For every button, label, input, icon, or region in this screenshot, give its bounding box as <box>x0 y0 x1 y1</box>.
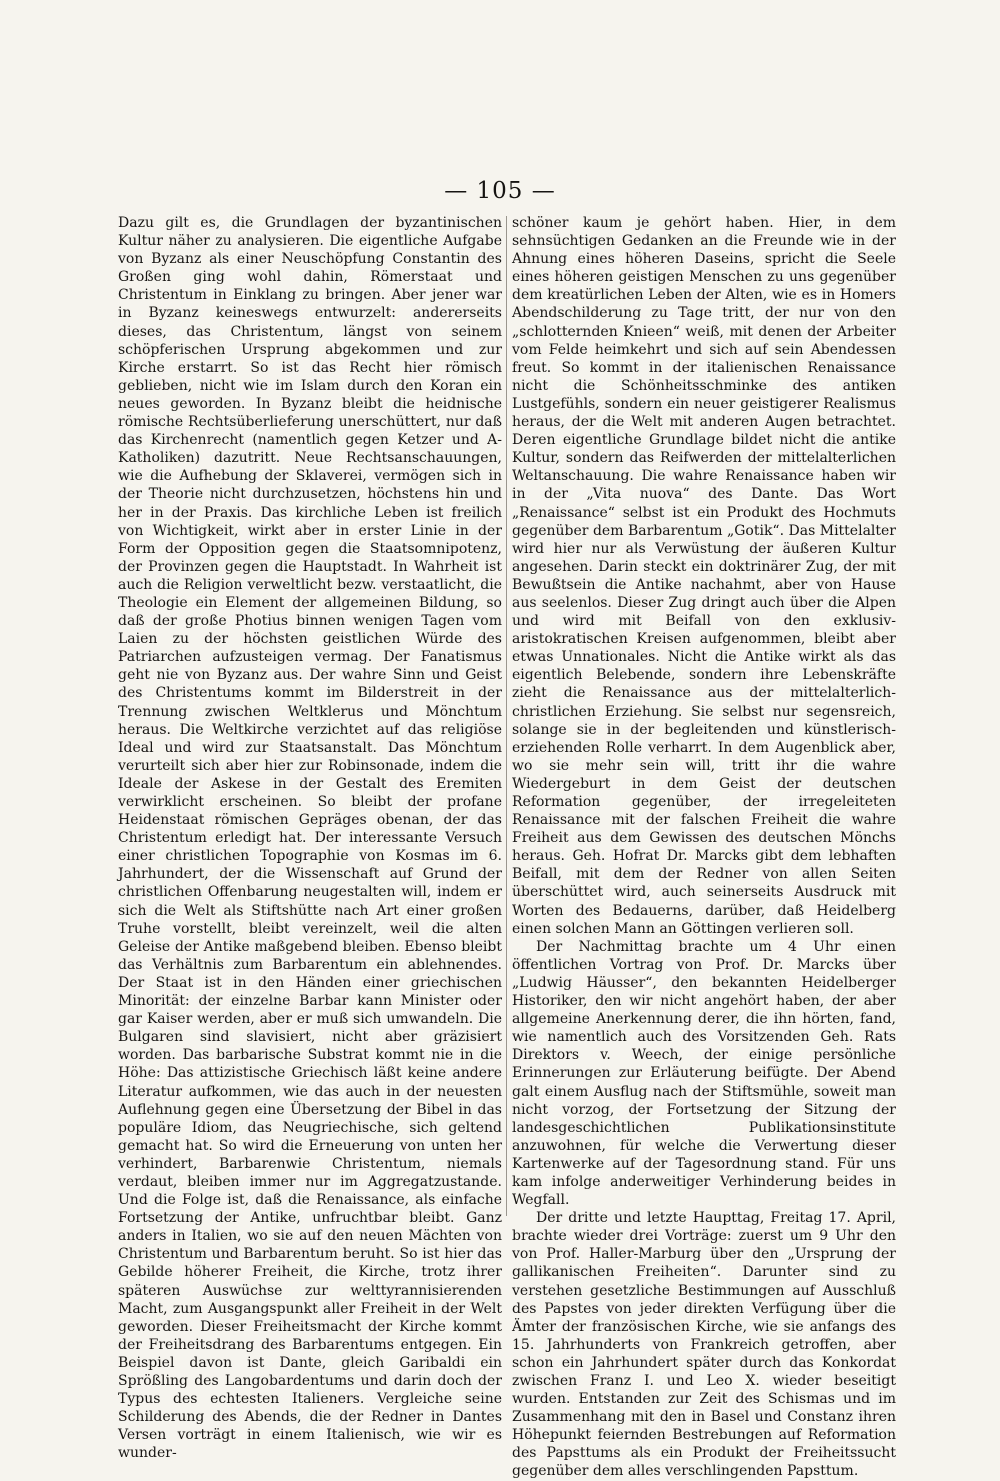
page-number: — 105 — <box>444 178 556 204</box>
paragraph: Dazu gilt es, die Grundlagen der byzantinischen Kultur näher zu analysieren. Die eigentliche Aufgabe von Byzanz als einer Neuschöpfung Constantin des Großen ging wohl dahin, Römerstaat und Christentum in Einklang zu bringen. Aber jener war in Byzanz keineswegs entwurzelt: andererseits dieses, das Christentum, längst von seinem schöpferischen Ursprung abgekommen und zur Kirche erstarrt. So ist das Recht hier römisch geblieben, nicht wie im Islam durch den Koran ein neues geworden. In Byzanz bleibt die heidnische römische Rechtsüberlieferung unerschüttert, nur daß das Kirchenrecht (namentlich gegen Ketzer und A-Katholiken) dazutritt. Neue Rechtsanschauungen, wie die Aufhebung der Sklaverei, vermögen sich in der Theorie nicht durchzusetzen, höchstens hin und her in der Praxis. Das kirchliche Leben ist freilich von Wichtigkeit, wirkt aber in erster Linie in der Form der Opposition gegen die Staatsomnipotenz, der Provinzen gegen die Hauptstadt. In Wahrheit ist auch die Religion verweltlicht bezw. verstaatlicht, die Theologie ein Element der allgemeinen Bildung, so daß der große Photius binnen wenigen Tagen vom Laien zu der höchsten geistlichen Würde des Patriarchen aufzusteigen vermag. Der Fanatismus geht nie von Byzanz aus. Der wahre Sinn und Geist des Christentums kommt im Bilderstreit in der Trennung zwischen Weltklerus und Mönchtum heraus. Die Weltkirche verzichtet auf das religiöse Ideal und wird zur Staatsanstalt. Das Mönchtum verurteilt sich aber hier zur Robinsonade, indem die Ideale der Askese in der Gestalt des Eremiten verwirklicht erscheinen. So bleibt der profane Heidenstaat römischen Gepräges obenan, der das Christentum erledigt hat. Der interessante Versuch einer christlichen Topographie von Kosmas im 6. Jahrhundert, der die Wissenschaft auf Grund der christlichen Offenbarung neugestalten will, indem er sich die Welt als Stiftshütte nach Art einer großen Truhe vorstellt, bleibt vereinzelt, weil die alten Geleise der Antike maßgebend bleiben. Ebenso bleibt das Verhältnis zum Barbarentum ein ablehnendes. Der Staat ist in den Händen einer griechischen Minorität: der einzelne Barbar kann Minister oder gar Kaiser werden, aber er muß sich umwandeln. Die Bulgaren sind slavisiert, nicht aber gräzisiert worden. Das barbarische Substrat kommt nie in die Höhe: Das attizistische Griechisch läßt keine andere Literatur aufkommen, wie das auch in der neuesten Auflehnung gegen eine Übersetzung der Bibel in das populäre Idiom, das Neugriechische, sich geltend gemacht hat. So wird die Erneuerung von unten her verhindert, Barbarenwie Christentum, niemals verdaut, bleiben immer nur im Aggregatzustande. Und die Folge ist, daß die Renaissance, als einfache Fortsetzung der Antike, unfruchtbar bleibt. Ganz anders in Italien, wo sie auf den neuen Mächten von Christentum und Barbarentum beruht. So ist hier das Gebilde höherer Freiheit, die Kirche, trotz ihrer späteren Auswüchse zur welttyrannisierenden Macht, zum Ausgangspunkt aller Freiheit in der Welt geworden. Dieser Freiheitsmacht der Kirche kommt der Freiheitsdrang des Barbarentums entgegen. Ein Beispiel davon ist Dante, gleich Garibaldi ein Sprößling des Langobardentums und darin doch der Typus des echtesten Italieners. Vergleiche seine Schilderung des Abends, die der Redner in Dantes Versen vorträgt in einem Italienisch, wie wir es wunder- <box>118 215 502 1462</box>
paragraph: schöner kaum je gehört haben. Hier, in dem sehnsüchtigen Gedanken an die Freunde wie in der Ahnung eines höheren Daseins, spricht die Seele eines höheren geistigen Menschen zu uns gegenüber dem kreatürlichen Leben der Alten, wie es in Homers Abendschilderung zu Tage tritt, der nur von den „schlotternden Knieen“ weiß, mit denen der Arbeiter vom Felde heimkehrt und sich auf sein Abendessen freut. So kommt in der italienischen Renaissance nicht die Schönheitsschminke des antiken Lustgefühls, sondern ein neuer geistigerer Realismus heraus, der die Welt mit anderen Augen betrachtet. Deren eigentliche Grundlage bildet nicht die antike Kultur, sondern das Reifwerden der mittelalterlichen Weltanschauung. Die wahre Renaissance haben wir in der „Vita nuova“ des Dante. Das Wort „Renaissance“ selbst ist ein Produkt des Hochmuts gegenüber dem Barbarentum „Gotik“. Das Mittelalter wird hier nur als Verwüstung der äußeren Kultur angesehen. Darin steckt ein doktrinärer Zug, der mit Bewußtsein die Antike nachahmt, aber von Hause aus seelenlos. Dieser Zug dringt auch über die Alpen und wird mit Beifall von den exklusiv-aristokratischen Kreisen aufgenommen, bleibt aber etwas Unnationales. Nicht die Antike wirkt als das eigentlich Belebende, sondern ihre Lebenskräfte zieht die Renaissance aus der mittelalterlich-christlichen Erziehung. Sie selbst nur segensreich, solange sie in der begleitenden und künstlerisch-erziehenden Rolle verharrt. In dem Augenblick aber, wo sie mehr sein will, tritt ihr die wahre Wiedergeburt in dem Geist der deutschen Reformation gegenüber, der irregeleiteten Renaissance mit der falschen Freiheit die wahre Freiheit aus dem Gewissen des deutschen Mönchs heraus. Geh. Hofrat Dr. Marcks gibt dem lebhaften Beifall, mit dem der Redner von allen Seiten überschüttet wird, auch seinerseits Ausdruck mit Worten des Bedauerns, darüber, daß Heidelberg einen solchen Mann an Göttingen verlieren soll. <box>512 215 896 937</box>
column-divider <box>506 216 507 1216</box>
right-column <box>512 214 896 1481</box>
left-column <box>118 214 502 1462</box>
paragraph: Der Nachmittag brachte um 4 Uhr einen öffentlichen Vortrag von Prof. Dr. Marcks über „Ludwig Häusser“, den bekannten Heidelberger Historiker, den wir nicht angehört haben, der aber allgemeine Anerkennung derer, die ihn hörten, fand, wie namentlich auch des Vorsitzenden Geh. Rats Direktors v. Weech, der einige persönliche Erinnerungen zur Erläuterung beifügte. Der Abend galt einem Ausflug nach der Stiftsmühle, soweit man nicht vorzog, der Fortsetzung der Sitzung der landesgeschichtlichen Publikationsinstitute anzuwohnen, für welche die Verwertung dieser Kartenwerke auf der Tagesordnung stand. Für uns kam infolge anderweitiger Verhinderung beides in Wegfall. <box>512 938 896 1209</box>
paragraph: Der dritte und letzte Haupttag, Freitag 17. April, brachte wieder drei Vorträge: zuerst um 9 Uhr den von Prof. Haller-Marburg über den „Ursprung der gallikanischen Freiheiten“. Darunter sind zu verstehen gesetzliche Bestimmungen auf Ausschluß des Papstes von jeder direkten Verfügung über die Ämter der französischen Kirche, wie sie anfangs des 15. Jahrhunderts von Frankreich getroffen, aber schon ein Jahrhundert später durch das Konkordat zwischen Franz I. und Leo X. wieder beseitigt wurden. Entstanden zur Zeit des Schismas und im Zusammenhang mit den in Basel und Constanz ihren Höhepunkt feiernden Bestrebungen auf Reformation des Papsttums als ein Produkt der Freiheitssucht gegenüber dem alles verschlingenden Papsttum. <box>512 1210 896 1480</box>
